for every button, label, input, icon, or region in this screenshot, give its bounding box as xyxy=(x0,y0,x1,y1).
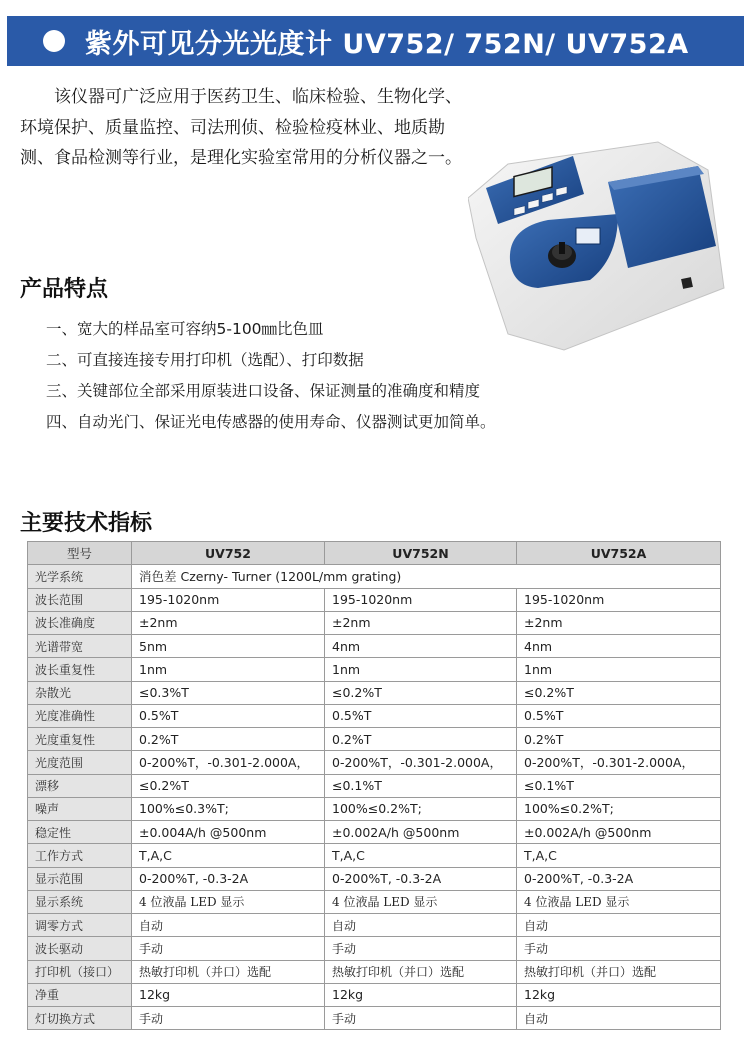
column-header-model: 型号 xyxy=(28,542,132,565)
table-row xyxy=(28,774,721,797)
table-row xyxy=(28,797,721,820)
table-row xyxy=(28,681,721,704)
table-row xyxy=(28,635,721,658)
cell-value: 0.2%T xyxy=(325,728,517,751)
cell-value: ≤0.3%T xyxy=(132,681,325,704)
cell-value: 0.2%T xyxy=(132,728,325,751)
cell-value: 1nm xyxy=(517,658,721,681)
row-label: 噪声 xyxy=(28,797,132,820)
column-header-uv752a: UV752A xyxy=(517,542,721,565)
cell-value: 0-200%T, -0.3-2A xyxy=(325,867,517,890)
header-bar xyxy=(7,16,744,66)
cell-value: 4nm xyxy=(325,635,517,658)
row-label: 调零方式 xyxy=(28,914,132,937)
column-header-uv752: UV752 xyxy=(132,542,325,565)
cell-value: 0-200%T，-0.301-2.000A， xyxy=(132,751,325,774)
feature-item: 四、自动光门、保证光电传感器的使用寿命、仪器测试更加简单。 xyxy=(46,413,496,431)
table-row xyxy=(28,867,721,890)
cell-value: 4 位液晶 LED 显示 xyxy=(325,890,517,913)
row-label: 波长驱动 xyxy=(28,937,132,960)
table-row xyxy=(28,658,721,681)
row-label: 光度重复性 xyxy=(28,728,132,751)
cell-value: 4 位液晶 LED 显示 xyxy=(132,890,325,913)
row-label: 光度准确性 xyxy=(28,704,132,727)
cell-value: 5nm xyxy=(132,635,325,658)
bullet-dot-icon xyxy=(43,30,65,52)
cell-value: ±0.002A/h @500nm xyxy=(517,821,721,844)
table-row xyxy=(28,937,721,960)
features-list xyxy=(46,314,496,438)
cell-value: ≤0.1%T xyxy=(325,774,517,797)
cell-value: 4 位液晶 LED 显示 xyxy=(517,890,721,913)
row-label: 显示系统 xyxy=(28,890,132,913)
row-label: 漂移 xyxy=(28,774,132,797)
row-label: 杂散光 xyxy=(28,681,132,704)
row-label: 光学系统 xyxy=(28,565,132,588)
cell-value: T,A,C xyxy=(132,844,325,867)
table-row xyxy=(28,821,721,844)
cell-value: ±0.002A/h @500nm xyxy=(325,821,517,844)
cell-value: 12kg xyxy=(325,983,517,1006)
cell-value: T,A,C xyxy=(325,844,517,867)
cell-value: 手动 xyxy=(132,937,325,960)
cell-value: ≤0.1%T xyxy=(517,774,721,797)
cell-value: 0-200%T，-0.301-2.000A， xyxy=(517,751,721,774)
table-row xyxy=(28,890,721,913)
cell-value: ±2nm xyxy=(517,611,721,634)
row-label: 显示范围 xyxy=(28,867,132,890)
table-row xyxy=(28,565,721,588)
cell-value: T,A,C xyxy=(517,844,721,867)
cell-value: 自动 xyxy=(132,914,325,937)
cell-value: 手动 xyxy=(325,1007,517,1030)
feature-item: 三、关键部位全部采用原装进口设备、保证测量的准确度和精度 xyxy=(46,382,481,400)
cell-value: 0.5%T xyxy=(325,704,517,727)
cell-value: 自动 xyxy=(517,1007,721,1030)
row-label: 波长范围 xyxy=(28,588,132,611)
table-row xyxy=(28,914,721,937)
cell-value: ±2nm xyxy=(325,611,517,634)
table-row xyxy=(28,983,721,1006)
cell-value: 100%≤0.2%T; xyxy=(517,797,721,820)
cell-value: ±0.004A/h @500nm xyxy=(132,821,325,844)
row-label: 灯切换方式 xyxy=(28,1007,132,1030)
table-row xyxy=(28,704,721,727)
cell-value: 195-1020nm xyxy=(517,588,721,611)
cell-value: 0-200%T, -0.3-2A xyxy=(132,867,325,890)
cell-value: 1nm xyxy=(325,658,517,681)
row-label: 波长准确度 xyxy=(28,611,132,634)
cell-value: 100%≤0.2%T; xyxy=(325,797,517,820)
cell-value: 100%≤0.3%T; xyxy=(132,797,325,820)
spec-table xyxy=(27,541,721,1030)
table-row xyxy=(28,611,721,634)
cell-value: 手动 xyxy=(325,937,517,960)
cell-value: 手动 xyxy=(517,937,721,960)
cell-value: 0.5%T xyxy=(517,704,721,727)
table-row xyxy=(28,960,721,983)
cell-value: 12kg xyxy=(517,983,721,1006)
spectrophotometer-image xyxy=(468,128,740,356)
cell-value: 4nm xyxy=(517,635,721,658)
row-label: 波长重复性 xyxy=(28,658,132,681)
table-row xyxy=(28,588,721,611)
features-heading: 产品特点 xyxy=(20,277,109,302)
cell-value: 手动 xyxy=(132,1007,325,1030)
cell-value: 195-1020nm xyxy=(325,588,517,611)
cell-value: ≤0.2%T xyxy=(517,681,721,704)
table-header-row xyxy=(28,542,721,565)
cell-value: 0-200%T，-0.301-2.000A， xyxy=(325,751,517,774)
cell-value: 消色差 Czerny- Turner (1200L/mm grating) xyxy=(132,565,721,588)
cell-value: ±2nm xyxy=(132,611,325,634)
cell-value: 1nm xyxy=(132,658,325,681)
row-label: 净重 xyxy=(28,983,132,1006)
cell-value: 自动 xyxy=(325,914,517,937)
page-title: 紫外可见分光光度计 UV752/ 752N/ UV752A xyxy=(85,28,689,60)
table-row xyxy=(28,1007,721,1030)
row-label: 工作方式 xyxy=(28,844,132,867)
cell-value: ≤0.2%T xyxy=(325,681,517,704)
cell-value: 12kg xyxy=(132,983,325,1006)
cell-value: 195-1020nm xyxy=(132,588,325,611)
feature-item: 一、宽大的样品室可容纳5-100㎜比色皿 xyxy=(46,320,324,338)
cell-value: 热敏打印机（并口）选配 xyxy=(325,960,517,983)
cell-value: 自动 xyxy=(517,914,721,937)
row-label: 光度范围 xyxy=(28,751,132,774)
column-header-uv752n: UV752N xyxy=(325,542,517,565)
row-label: 稳定性 xyxy=(28,821,132,844)
table-row xyxy=(28,844,721,867)
specs-heading: 主要技术指标 xyxy=(20,511,153,536)
cell-value: 热敏打印机（并口）选配 xyxy=(517,960,721,983)
intro-paragraph: 该仪器可广泛应用于医药卫生、临床检验、生物化学、环境保护、质量监控、司法刑侦、检验检疫林业、地质勘测、食品检测等行业，是理化实验室常用的分析仪器之一。 xyxy=(20,87,462,168)
cell-value: 0-200%T, -0.3-2A xyxy=(517,867,721,890)
cell-value: ≤0.2%T xyxy=(132,774,325,797)
row-label: 打印机（接口） xyxy=(28,960,132,983)
row-label: 光谱带宽 xyxy=(28,635,132,658)
cell-value: 0.2%T xyxy=(517,728,721,751)
feature-item: 二、可直接连接专用打印机（选配）、打印数据 xyxy=(46,351,364,369)
table-row xyxy=(28,751,721,774)
table-row xyxy=(28,728,721,751)
cell-value: 热敏打印机（并口）选配 xyxy=(132,960,325,983)
cell-value: 0.5%T xyxy=(132,704,325,727)
